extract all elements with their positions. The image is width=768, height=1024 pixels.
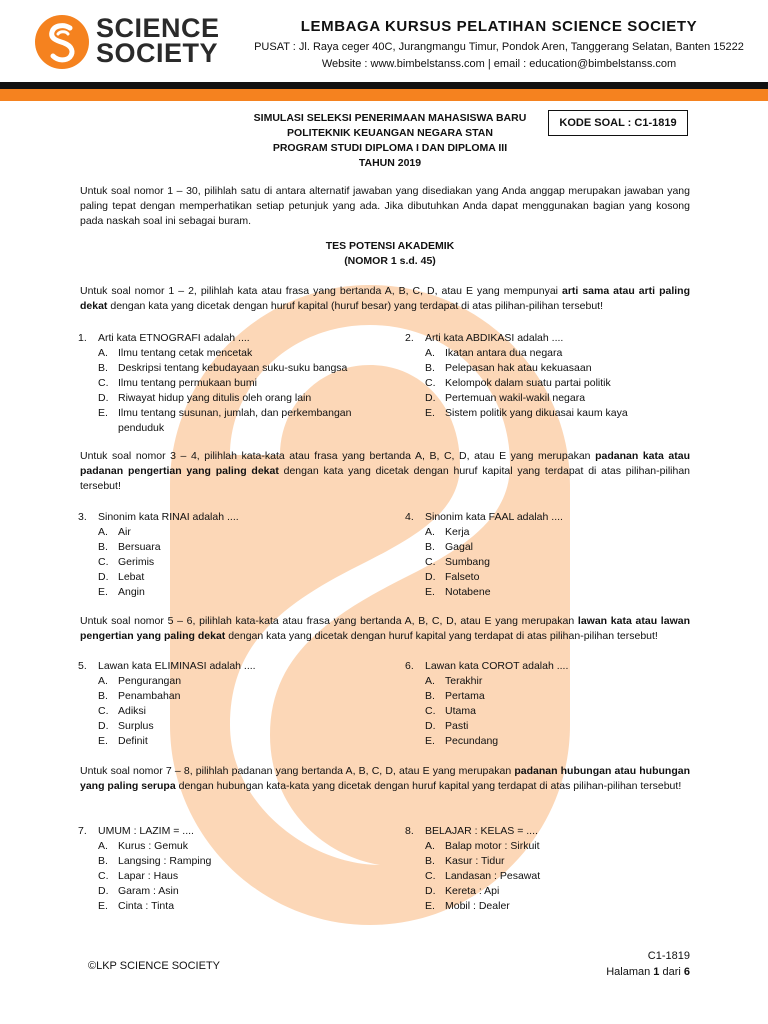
kode-soal-box: KODE SOAL : C1-1819 xyxy=(548,110,688,136)
section-range: (NOMOR 1 s.d. 45) xyxy=(344,255,436,267)
option-a[interactable]: A. Kurus : Gemuk xyxy=(98,840,189,852)
question-7 xyxy=(78,824,378,914)
question-number: 2. xyxy=(405,332,414,344)
instruction-text: dengan kata yang dicetak dengan huruf kapital (huruf besar) yang terdapat di atas pilihan-pilihan tersebut! xyxy=(107,300,604,312)
option-d[interactable]: D. Kereta : Api xyxy=(425,885,500,897)
question-stem: Sinonim kata RINAI adalah .... xyxy=(98,511,239,523)
option-a[interactable]: A. Balap motor : Sirkuit xyxy=(425,840,540,852)
instruction-emphasis: arti sama atau arti paling dekat xyxy=(80,285,691,312)
question-number: 6. xyxy=(405,660,414,672)
option-b[interactable]: B. Deskripsi tentang kebudayaan suku-suku bangsa xyxy=(98,362,348,374)
footer-page-info xyxy=(606,948,690,980)
option-e[interactable]: E. Angin xyxy=(98,586,145,598)
option-a[interactable]: A. Ikatan antara dua negara xyxy=(425,347,563,359)
question-1 xyxy=(78,331,378,436)
instruction-5-6 xyxy=(80,614,690,644)
instruction-text: Untuk soal nomor 1 – 2, pilihlah kata atau frasa yang bertanda A, B, C, D, atau E yang mempunyai xyxy=(80,285,562,297)
section-title: TES POTENSI AKADEMIK xyxy=(325,240,455,252)
instruction-text: dengan kata yang dicetak dengan huruf kapital yang terdapat di atas pilihan-pilihan tersebut! xyxy=(80,465,691,492)
option-d[interactable]: D. Riwayat hidup yang ditulis oleh orang lain xyxy=(98,392,312,404)
question-number: 8. xyxy=(405,825,414,837)
option-e[interactable]: E. Cinta : Tinta xyxy=(98,900,175,912)
option-e[interactable]: E. Ilmu tentang susunan, jumlah, dan perkembangan penduduk xyxy=(98,407,352,434)
option-c[interactable]: C. Adiksi xyxy=(98,705,147,717)
instruction-text: Untuk soal nomor 7 – 8, pilihlah padanan yang bertanda A, B, C, D, atau E yang merupakan xyxy=(80,765,515,777)
question-number: 5. xyxy=(78,660,87,672)
instruction-text: Untuk soal nomor 5 – 6, pilihlah kata-kata atau frasa yang bertanda A, B, C, D, atau E yang merupakan xyxy=(80,615,578,627)
question-number: 3. xyxy=(78,511,87,523)
question-6 xyxy=(405,659,695,749)
institution-website: Website : www.bimbelstanss.com | email : education@bimbelstanss.com xyxy=(321,58,677,70)
option-e[interactable]: E. Definit xyxy=(98,735,148,747)
option-e[interactable]: E. Pecundang xyxy=(425,735,499,747)
option-c[interactable]: C. Landasan : Pesawat xyxy=(425,870,541,882)
question-stem: BELAJAR : KELAS = .... xyxy=(425,825,538,837)
exam-line1: SIMULASI SELEKSI PENERIMAAN MAHASISWA BARU xyxy=(253,112,527,124)
exam-line4: TAHUN 2019 xyxy=(358,157,422,169)
question-stem: Lawan kata COROT adalah .... xyxy=(425,660,569,672)
institution-title: LEMBAGA KURSUS PELATIHAN SCIENCE SOCIETY xyxy=(300,18,698,35)
option-a[interactable]: A. Pengurangan xyxy=(98,675,182,687)
instruction-emphasis: lawan kata atau lawan pengertian yang paling dekat xyxy=(80,615,690,642)
option-e[interactable]: E. Mobil : Dealer xyxy=(425,900,510,912)
institution-address: PUSAT : Jl. Raya ceger 40C, Jurangmangu Timur, Pondok Aren, Tanggerang Selatan, Banten 15222 xyxy=(254,41,744,53)
option-b[interactable]: B. Gagal xyxy=(425,541,474,553)
option-d[interactable]: D. Surplus xyxy=(98,720,154,732)
option-d[interactable]: D. Pasti xyxy=(425,720,469,732)
intro-paragraph: Untuk soal nomor 1 – 30, pilihlah satu di antara alternatif jawaban yang disediakan yang Anda anggap merupakan jawaban yang paling tepat dengan memperhatikan setiap petunjuk yang ada. Jika dibutuhkan Anda dapat menggunakan bagian yang kosong pada naskah soal ini sebagai buram. xyxy=(80,185,690,227)
option-a[interactable]: A. Terakhir xyxy=(425,675,483,687)
option-b[interactable]: B. Kasur : Tidur xyxy=(425,855,505,867)
footer-copyright: ©LKP SCIENCE SOCIETY xyxy=(88,960,220,972)
option-c[interactable]: C. Gerimis xyxy=(98,556,155,568)
instruction-text: dengan kata yang dicetak dengan huruf kapital yang terdapat di atas pilihan-pilihan tersebut! xyxy=(225,630,658,642)
option-d[interactable]: D. Lebat xyxy=(98,571,145,583)
question-3 xyxy=(78,510,378,600)
option-a[interactable]: A. Ilmu tentang cetak mencetak xyxy=(98,347,253,359)
logo-line1: SCIENCE xyxy=(96,13,220,43)
question-number: 7. xyxy=(78,825,87,837)
exam-line2: POLITEKNIK KEUANGAN NEGARA STAN xyxy=(287,127,493,139)
option-a[interactable]: A. Kerja xyxy=(425,526,470,538)
question-number: 1. xyxy=(78,332,87,344)
option-c[interactable]: C. Sumbang xyxy=(425,556,490,568)
option-d[interactable]: D. Falseto xyxy=(425,571,480,583)
instruction-3-4 xyxy=(80,449,690,494)
instruction-emphasis: padanan hubungan atau hubungan yang paling serupa xyxy=(80,765,690,792)
option-d[interactable]: D. Garam : Asin xyxy=(98,885,179,897)
option-b[interactable]: B. Langsing : Ramping xyxy=(98,855,212,867)
option-b[interactable]: B. Bersuara xyxy=(98,541,161,553)
question-stem: Arti kata ETNOGRAFI adalah .... xyxy=(98,332,250,344)
question-5 xyxy=(78,659,378,749)
option-d[interactable]: D. Pertemuan wakil-wakil negara xyxy=(425,392,586,404)
option-c[interactable]: C. Utama xyxy=(425,705,476,717)
question-stem: Lawan kata ELIMINASI adalah .... xyxy=(98,660,256,672)
option-b[interactable]: B. Pelepasan hak atau kekuasaan xyxy=(425,362,592,374)
option-c[interactable]: C. Ilmu tentang permukaan bumi xyxy=(98,377,257,389)
question-stem: Arti kata ABDIKASI adalah .... xyxy=(425,332,564,344)
exam-line3: PROGRAM STUDI DIPLOMA I DAN DIPLOMA III xyxy=(272,142,508,154)
question-stem: Sinonim kata FAAL adalah .... xyxy=(425,511,563,523)
question-2 xyxy=(405,331,695,421)
instruction-7-8 xyxy=(80,764,690,794)
question-4 xyxy=(405,510,695,600)
instruction-emphasis: padanan kata atau padanan pengertian yang paling dekat xyxy=(80,450,690,477)
option-c[interactable]: C. Kelompok dalam suatu partai politik xyxy=(425,377,611,389)
instruction-1-2 xyxy=(80,284,690,314)
option-b[interactable]: B. Penambahan xyxy=(98,690,181,702)
question-number: 4. xyxy=(405,511,414,523)
question-stem: UMUM : LAZIM = .... xyxy=(98,825,194,837)
option-e[interactable]: E. Sistem politik yang dikuasai kaum kaya xyxy=(425,407,628,419)
option-a[interactable]: A. Air xyxy=(98,526,131,538)
section-heading xyxy=(230,239,550,269)
instruction-text: dengan hubungan kata-kata yang dicetak dengan huruf kapital yang terdapat di atas pilihan-pilihan tersebut! xyxy=(175,780,682,792)
instruction-text: Untuk soal nomor 3 – 4, pilihlah kata-kata atau frasa yang bertanda A, B, C, D, atau E yang merupakan xyxy=(80,450,596,462)
logo-line2: SOCIETY xyxy=(96,38,219,68)
exam-title xyxy=(230,111,550,171)
option-c[interactable]: C. Lapar : Haus xyxy=(98,870,179,882)
option-e[interactable]: E. Notabene xyxy=(425,586,491,598)
option-b[interactable]: B. Pertama xyxy=(425,690,485,702)
footer-code: C1-1819 xyxy=(647,950,690,962)
question-8 xyxy=(405,824,695,914)
page-number: Halaman 1 dari 6 xyxy=(606,966,690,978)
